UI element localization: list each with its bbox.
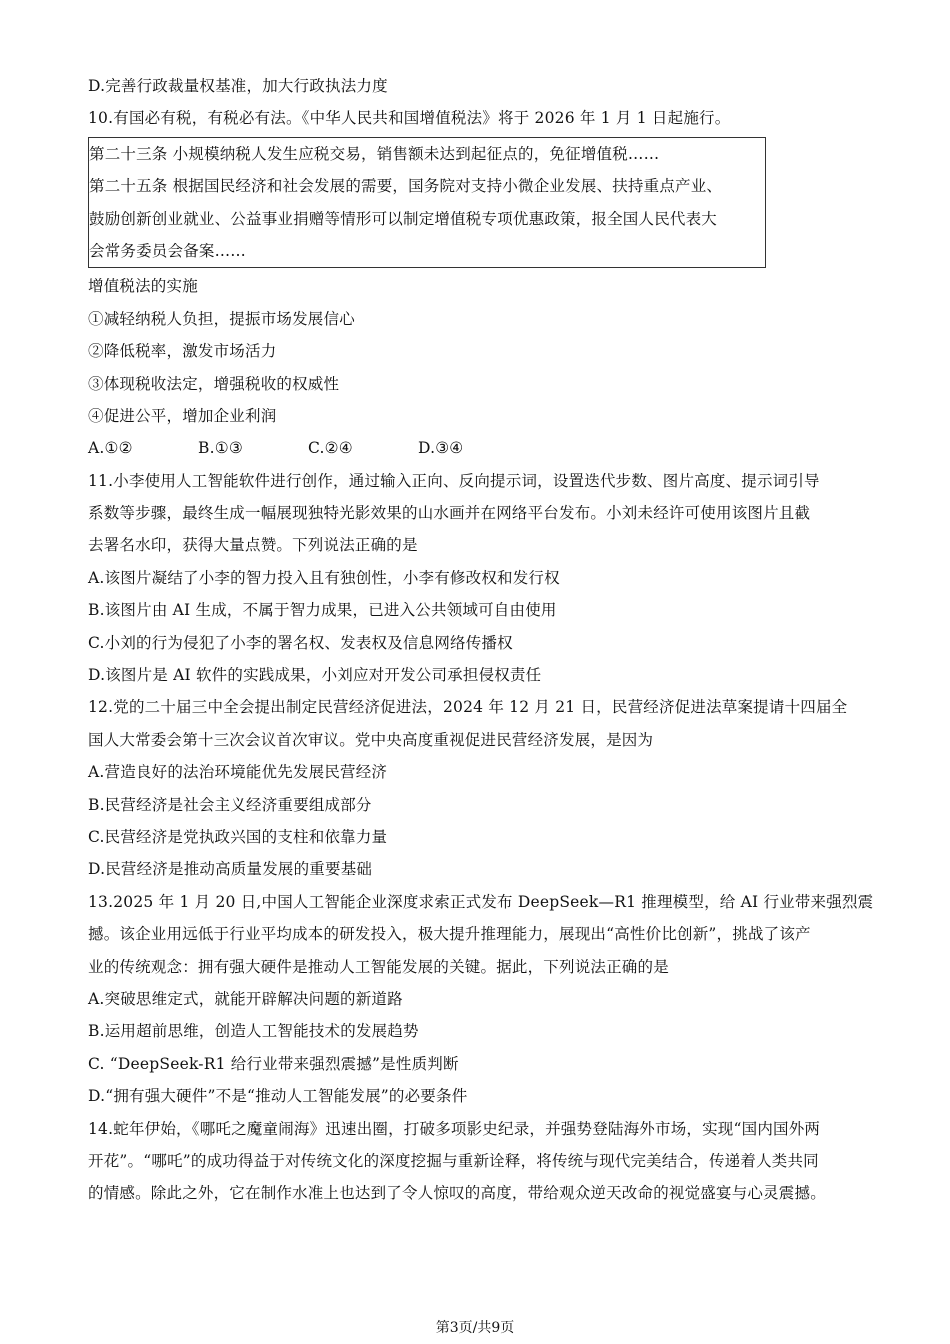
q9-option-d: D.完善行政裁量权基准，加大行政执法力度: [88, 77, 388, 95]
q12-option-a: A.营造良好的法治环境能优先发展民营经济: [88, 763, 388, 782]
q10-prompt: 增值税法的实施: [88, 277, 198, 296]
q10-options: [88, 432, 878, 464]
q10-statement-4: ④促进公平，增加企业利润: [88, 406, 277, 425]
q11-stem-line2: 系数等步骤，最终生成一幅展现独特光影效果的山水画并在网络平台发布。小刘未经许可使用该图片且截: [88, 504, 811, 523]
q10-statement-2: ②降低税率，激发市场活力: [88, 342, 277, 361]
q13-option-a: A.突破思维定式，就能开辟解决问题的新道路: [88, 989, 403, 1008]
q10-option-b: B.①③: [198, 439, 243, 458]
exam-page: [88, 70, 878, 1210]
page-number: 第3页/共9页: [435, 1320, 515, 1336]
q12-stem-line1: 12.党的二十届三中全会提出制定民营经济促进法，2024 年 12 月 21 日，民营经济促进法草案提请十四届全: [88, 698, 848, 717]
q11-stem-line3: 去署名水印，获得大量点赞。下列说法正确的是: [88, 536, 418, 555]
q10-option-c: C.②④: [308, 439, 353, 458]
q14-stem-line3: 的情感。除此之外，它在制作水准上也达到了令人惊叹的高度，带给观众逆天改命的视觉盛宴与心灵震撼。: [88, 1184, 826, 1203]
q11-option-b: B.该图片由 AI 生成，不属于智力成果，已进入公共领域可自由使用: [88, 601, 557, 620]
q10-option-a: A.①②: [88, 439, 133, 458]
q11-stem-line1: 11.小李使用人工智能软件进行创作，通过输入正向、反向提示词，设置迭代步数、图片高度、提示词引导: [88, 471, 820, 490]
q13-option-b: B.运用超前思维，创造人工智能技术的发展趋势: [88, 1022, 419, 1041]
q12-option-c: C.民营经济是党执政兴国的支柱和依靠力量: [88, 827, 388, 846]
law-article-25-line3: 会常务委员会备案……: [89, 241, 247, 260]
q12-option-b: B.民营经济是社会主义经济重要组成部分: [88, 795, 372, 814]
q12-option-d: D.民营经济是推动高质量发展的重要基础: [88, 860, 373, 879]
law-article-25-line2: 鼓励创新创业就业、公益事业捐赠等情形可以制定增值税专项优惠政策，报全国人民代表大: [89, 209, 718, 228]
q10-statement-1: ①减轻纳税人负担，提振市场发展信心: [88, 309, 355, 328]
law-article-23: 第二十三条 小规模纳税人发生应税交易，销售额未达到起征点的，免征增值税……: [89, 144, 660, 163]
law-article-25-line1: 第二十五条 根据国民经济和社会发展的需要，国务院对支持小微企业发展、扶持重点产业、: [89, 177, 723, 196]
q10-statement-3: ③体现税收法定，增强税收的权威性: [88, 374, 340, 393]
q13-stem-line3: 业的传统观念：拥有强大硬件是推动人工智能发展的关键。据此，下列说法正确的是: [88, 957, 669, 976]
law-excerpt-box: [88, 137, 766, 269]
q13-option-c: C. “DeepSeek-R1 给行业带来强烈震撼”是性质判断: [88, 1054, 459, 1073]
q13-stem-line1: 13.2025 年 1 月 20 日,中国人工智能企业深度求索正式发布 DeepSeek—R1 推理模型，给 AI 行业带来强烈震: [88, 892, 874, 911]
q11-option-a: A.该图片凝结了小李的智力投入且有独创性，小李有修改权和发行权: [88, 568, 560, 587]
q13-option-d: D.“拥有强大硬件”不是“推动人工智能发展”的必要条件: [88, 1087, 468, 1106]
q14-stem-line1: 14.蛇年伊始，《哪吒之魔童闹海》迅速出圈，打破多项影史纪录，并强势登陆海外市场，实现“国内国外两: [88, 1119, 821, 1138]
q10-stem: 10.有国必有税，有税必有法。《中华人民共和国增值税法》将于 2026 年 1 月 1 日起施行。: [88, 109, 731, 128]
q14-stem-line2: 开花”。“哪吒”的成功得益于对传统文化的深度挖掘与重新诠释，将传统与现代完美结合，传递着人类共同: [88, 1151, 819, 1170]
q11-option-d: D.该图片是 AI 软件的实践成果，小刘应对开发公司承担侵权责任: [88, 666, 542, 685]
q13-stem-line2: 撼。该企业用远低于行业平均成本的研发投入，极大提升推理能力，展现出“高性价比创新”，挑战了该产: [88, 925, 811, 944]
q10-option-d: D.③④: [418, 439, 464, 458]
q11-option-c: C.小刘的行为侵犯了小李的署名权、发表权及信息网络传播权: [88, 633, 513, 652]
q12-stem-line2: 国人大常委会第十三次会议首次审议。党中央高度重视促进民营经济发展，是因为: [88, 730, 654, 749]
